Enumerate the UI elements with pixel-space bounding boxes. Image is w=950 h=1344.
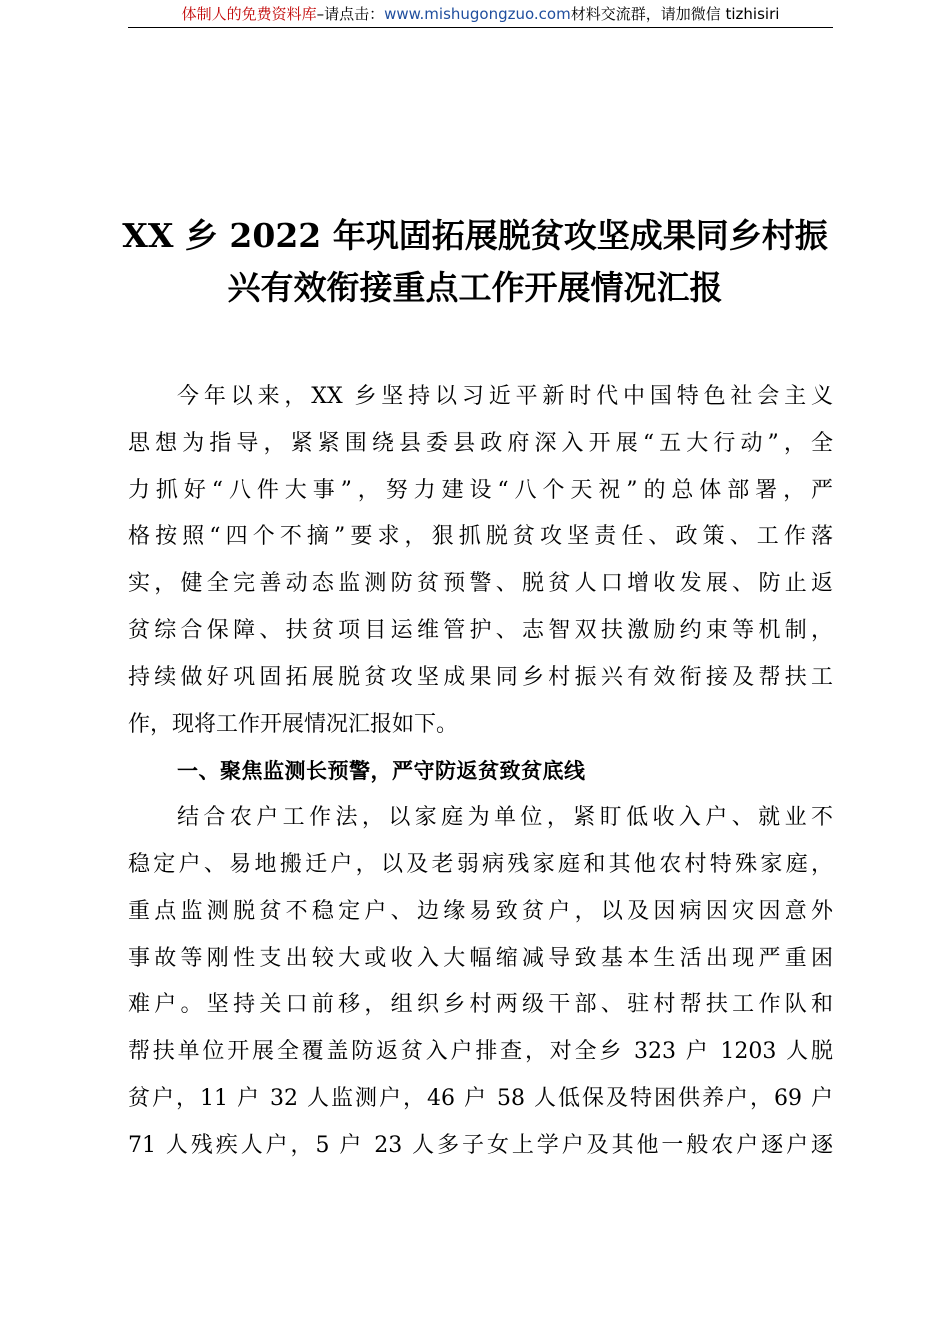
intro-paragraph-line: 今年以来，XX 乡坚持以习近平新时代中国特色社会主义	[177, 384, 833, 409]
title-line: XX 乡 2022 年巩固拓展脱贫攻坚成果同乡村振	[122, 216, 828, 255]
intro-paragraph-line: 贫综合保障、扶贫项目运维管护、志智双扶激励约束等机制，	[128, 617, 833, 643]
section-paragraph-line: 帮扶单位开展全覆盖防返贫入户排查，对全乡 323 户 1203 人脱	[128, 1039, 833, 1065]
title-line: 兴有效衔接重点工作开展情况汇报	[227, 268, 723, 307]
header-site-link[interactable]: www.mishugongzuo.com	[384, 5, 571, 23]
section-paragraph-line: 稳定户、易地搬迁户，以及老弱病残家庭和其他农村特殊家庭，	[128, 851, 833, 877]
section-paragraph-line: 难户。坚持关口前移，组织乡村两级干部、驻村帮扶工作队和	[128, 992, 833, 1018]
header-click-text: –请点击：	[316, 5, 385, 23]
intro-paragraph-line: 实，健全完善动态监测防贫预警、脱贫人口增收发展、防止返	[128, 571, 833, 597]
intro-paragraph-line: 持续做好巩固拓展脱贫攻坚成果同乡村振兴有效衔接及帮扶工	[128, 664, 833, 690]
section-paragraph-line: 重点监测脱贫不稳定户、边缘易致贫户，以及因病因灾因意外	[128, 898, 833, 924]
section-heading: 一、聚焦监测长预警，严守防返贫致贫底线	[177, 759, 586, 784]
intro-paragraph-line: 力抓好“八件大事”，努力建设“八个天祝”的总体部署，严	[128, 477, 833, 503]
section-paragraph-line: 贫户，11 户 32 人监测户，46 户 58 人低保及特困供养户，69 户	[128, 1085, 833, 1111]
document-title	[118, 210, 832, 314]
document-body	[128, 374, 833, 1170]
section-paragraph-line: 结合农户工作法，以家庭为单位，紧盯低收入户、就业不	[177, 805, 833, 831]
section-paragraph-line: 71 人残疾人户，5 户 23 人多子女上学户及其他一般农户逐户逐	[128, 1132, 833, 1158]
header-divider	[128, 27, 833, 28]
intro-paragraph-line: 格按照“四个不摘”要求，狠抓脱贫攻坚责任、政策、工作落	[128, 524, 833, 550]
intro-paragraph-line: 思想为指导，紧紧围绕县委县政府深入开展“五大行动”，全	[128, 430, 833, 456]
header-contact-text: 材料交流群，请加微信 tizhisiri	[570, 5, 780, 23]
watermark-header	[128, 4, 833, 24]
intro-paragraph-line: 作，现将工作开展情况汇报如下。	[128, 711, 459, 737]
section-paragraph-line: 事故等刚性支出较大或收入大幅缩减导致基本生活出现严重困	[128, 945, 833, 971]
header-brand: 体制人的免费资料库	[181, 5, 317, 23]
